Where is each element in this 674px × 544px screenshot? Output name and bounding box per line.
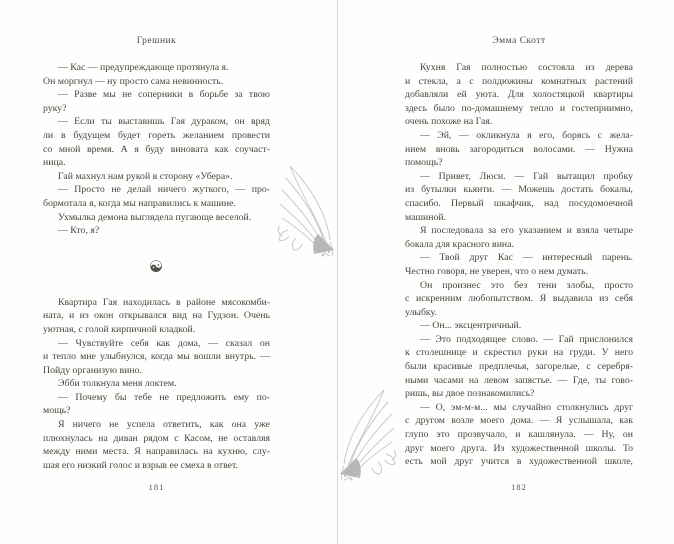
text-line: уютная, с голой кирпичной кладкой. [43, 323, 196, 335]
text-line: Гай махнул нам рукой в сторону «Убера». [58, 170, 233, 182]
page-number: 182 [511, 482, 527, 492]
page-header: Грешник [136, 36, 177, 46]
page-body [405, 61, 633, 469]
feather-flourish-bottom-icon [332, 388, 400, 482]
yin-yang-icon: ☯ [145, 255, 168, 279]
text-line: между ними места. Я направилась на кухню, слу- [43, 446, 270, 458]
text-line: — Если ты выставишь Гая дураком, он вряд [58, 116, 270, 128]
text-line: здесь было по-домашнему тепло и гостеприимно, [405, 102, 633, 114]
text-line: и тепло мне улыбнулся, когда мы вошли внутрь. — [43, 351, 270, 363]
left-page[interactable] [43, 0, 270, 544]
text-line: глупо это прозвучало, и кашлянула. — Ну, он [405, 429, 633, 441]
text-line: Квартира Гая находилась в районе мясокомби- [58, 296, 270, 308]
text-line: — Кто, я? [58, 225, 100, 237]
text-line: друг моего друга. Из художественной школы. То [405, 442, 633, 454]
text-line: с искренним любопытством. Я выдавила из себя [405, 293, 633, 305]
text-line: Кухня Гая полностью состояла из дерева [420, 62, 633, 73]
page-body [43, 61, 270, 472]
text-line: ли в будущем будет гореть желанием провести [43, 129, 270, 141]
text-line: с другом возле моего дома. — Я услышала, как [405, 415, 633, 427]
text-line: — Он... эксцентричный. [420, 320, 522, 332]
text-line: — Чувствуйте себя как дома, — сказал он [58, 337, 270, 349]
text-line: машиной. [405, 211, 447, 223]
text-line: Эбби толкнула меня локтем. [58, 378, 177, 390]
text-line: ната, и из окон открывался вид на Гудзон. Очень [43, 310, 270, 322]
text-line: были красивые предплечья, загорелые, с серебря- [405, 361, 633, 373]
right-page[interactable] [405, 0, 633, 544]
text-line: Ухмылка демона выглядела пугающе веселой. [58, 211, 252, 223]
text-line: — Разве мы не соперники в борьбе за твою [58, 89, 270, 101]
text-line: Пойду организую вино. [43, 364, 142, 376]
text-line: — Просто не делай ничего жуткого, — про- [58, 184, 270, 196]
text-line: ница. [43, 157, 66, 169]
text-line: — Привет, Люси. — Гай вытащил пробку [420, 170, 633, 182]
text-line: ными часами на левом запястье. — Где, ты гово- [405, 374, 633, 386]
text-line: — Почему бы тебе не предложить ему по- [58, 391, 270, 403]
text-line: — О, эм-м-м... мы случайно столкнулись друг [420, 401, 633, 413]
text-line: улыбку. [405, 306, 437, 318]
text-line: Честно говоря, не уверен, что о нем думать. [405, 265, 589, 277]
text-line: руку? [43, 102, 67, 114]
text-line: шая его низкий голос и взрыв ее смеха в ответ. [43, 459, 238, 471]
text-line: ришь, вы двое познакомились? [405, 388, 535, 400]
text-line: бормотала я, когда мы направились к машине. [43, 197, 236, 209]
text-line: добавляли ей уюта. Для холостяцкой квартиры [405, 89, 633, 101]
text-line: Я ничего не успела ответить, как она уже [58, 419, 270, 431]
section-divider [43, 238, 270, 296]
text-line: очень похоже на Гая. [405, 116, 493, 128]
text-line: к столешнице и скрестил руки на груди. У него [405, 347, 633, 359]
text-line: — Кас — предупреждающе протянула я. [58, 62, 229, 73]
page-number: 181 [148, 482, 165, 492]
page-header: Эмма Скотт [492, 36, 546, 46]
text-line: мощь? [43, 405, 71, 417]
text-line: Он произнес это без тени злобы, просто [420, 279, 633, 291]
text-line: со мной время. А я буду виновата как соучаст- [43, 143, 270, 155]
text-line: плюхнулась на диван рядом с Касом, не оставляя [43, 432, 270, 444]
text-line: есть мой друг учится в художественной школе, [405, 456, 633, 468]
spine-divider-line [337, 0, 338, 544]
text-line: Я последовала за его указанием и взяла четыре [420, 225, 633, 237]
text-line: нием вновь загородиться волосами. — Нужна [405, 143, 633, 155]
text-line: — Твой друг Кас — интересный парень. [420, 252, 633, 264]
text-line: и стекла, а с полдюжины комнатных растений [405, 75, 633, 87]
text-line: помощь? [405, 157, 443, 169]
feather-flourish-top-icon [274, 164, 342, 258]
text-line: Он моргнул — ну просто сама невинность. [43, 75, 224, 87]
text-line: — Эй, — окликнула я его, борясь с жела- [420, 129, 633, 141]
text-line: — Это подходящее слово. — Гай прислонился [420, 333, 633, 345]
text-line: из бутылки кьянти. — Можешь достать бокалы, [405, 184, 633, 196]
text-line: спасибо. Первый шкафчик, над посудомоечной [405, 197, 633, 209]
text-line: бокала для красного вина. [405, 238, 514, 250]
